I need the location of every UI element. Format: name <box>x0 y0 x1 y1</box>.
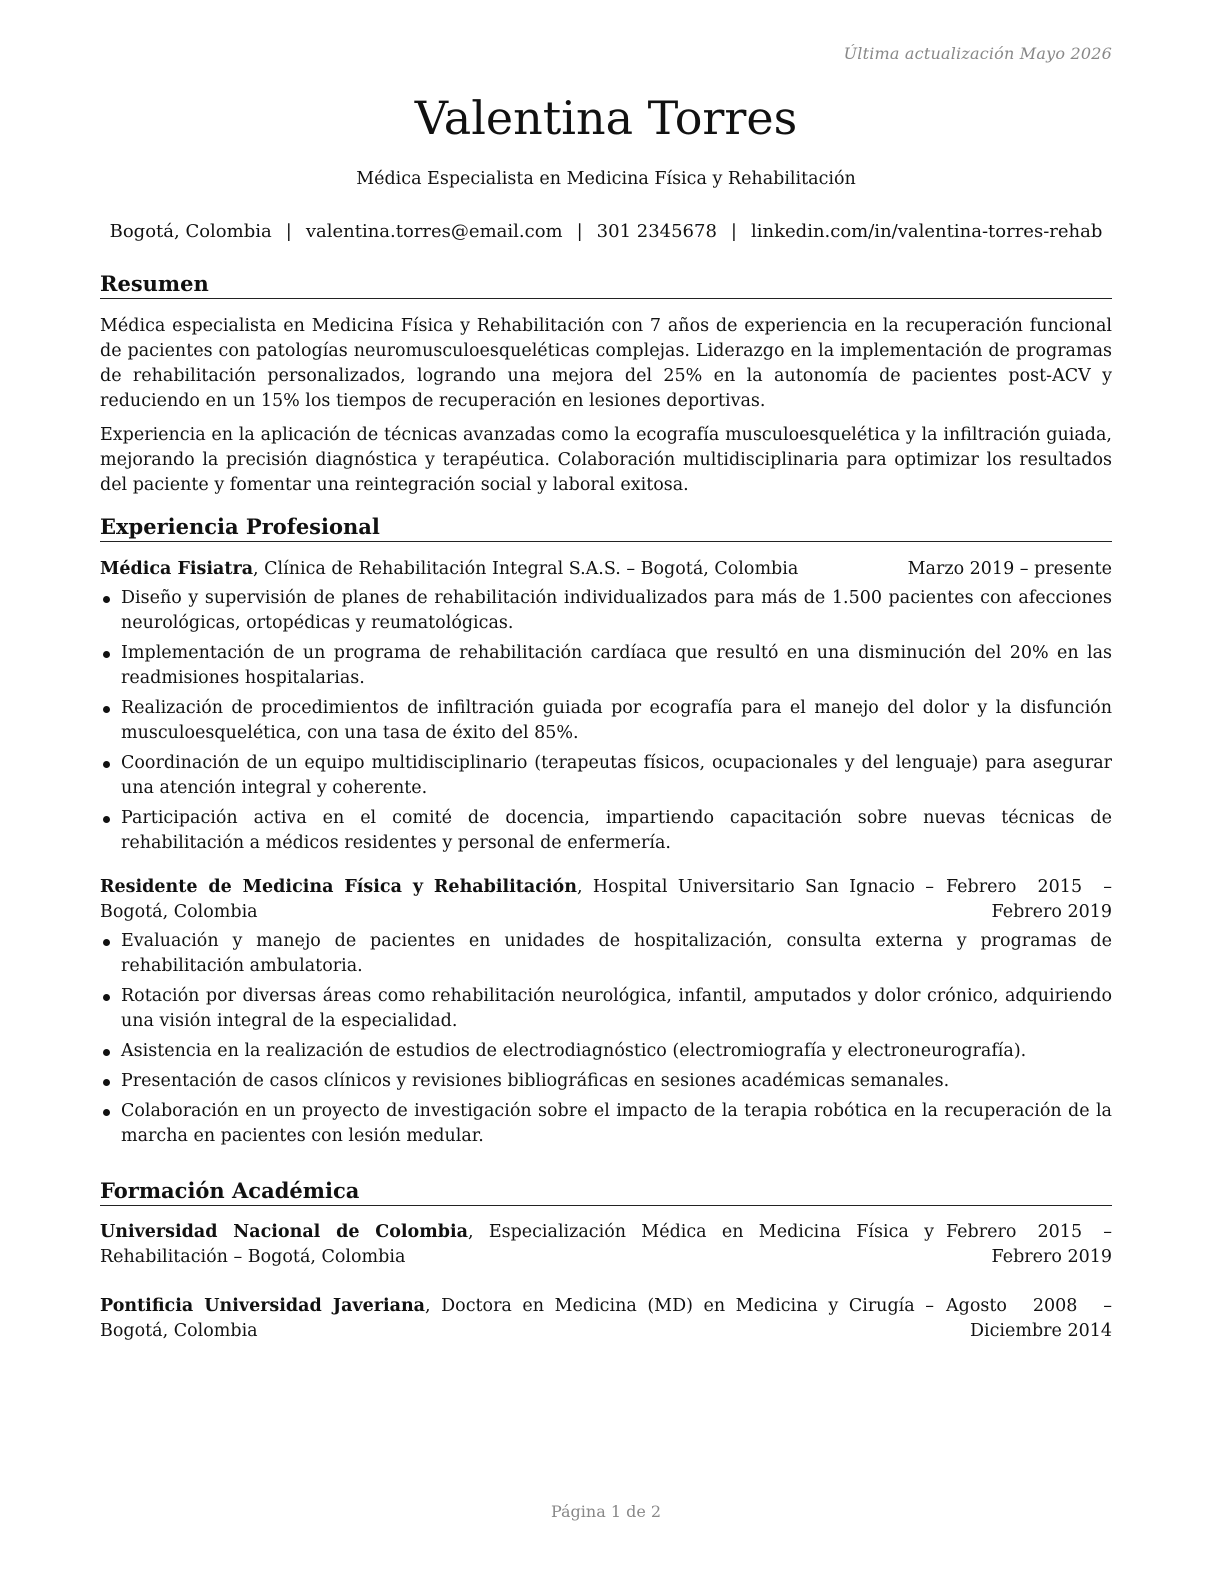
summary-paragraph: Médica especialista en Medicina Física y Rehabilitación con 7 años de experiencia en la recuperación funcional de pacientes con patologías neuromusculoesqueléticas complejas. Liderazgo en la implementación de programas de rehabilitación personalizados, logrando una mejora del 25% en la autonomía de pacientes post-ACV y reduciendo en un 15% los tiempos de recuperación en lesiones deportivas. <box>100 316 1112 411</box>
candidate-name: Valentina Torres <box>414 91 798 145</box>
list-item <box>100 1069 1112 1094</box>
list-item <box>100 586 1112 636</box>
bullet-text: Realización de procedimientos de infiltración guiada por ecografía para el manejo del dolor y la disfunción musculoesquelética, con una tasa de éxito del 85%. <box>121 698 1112 743</box>
contact-separator: | <box>285 221 292 242</box>
page-number: Página 1 de 2 <box>550 1502 662 1521</box>
bullet-icon <box>103 706 110 713</box>
job-header <box>100 557 1112 582</box>
section-heading-experience: Experiencia Profesional <box>100 513 1112 542</box>
job-entry <box>100 557 1112 856</box>
bullet-icon <box>103 939 110 946</box>
bullet-icon <box>103 1109 110 1116</box>
bullet-text: Rotación por diversas áreas como rehabilitación neurológica, infantil, amputados y dolor crónico, adquiriendo una visión integral de la especialidad. <box>121 986 1112 1031</box>
education-detail: , Doctora en Medicina (MD) en Medicina y Cirugía – Bogotá, Colombia <box>100 1296 934 1341</box>
job-dates: Marzo 2019 – presente <box>907 559 1112 579</box>
resume-page <box>100 0 1112 1584</box>
education-dates: Agosto 2008 – Diciembre 2014 <box>946 1296 1112 1341</box>
job-bullets <box>100 586 1112 856</box>
job-role: Residente de Medicina Física y Rehabilitación <box>100 877 577 897</box>
bullet-text: Coordinación de un equipo multidisciplinario (terapeutas físicos, ocupacionales y del lenguaje) para asegurar una atención integral y coherente. <box>121 753 1112 798</box>
bullet-icon <box>103 816 110 823</box>
job-entry <box>100 875 1112 1149</box>
last-updated: Última actualización Mayo 2026 <box>843 44 1112 63</box>
contact-separator: | <box>730 221 737 242</box>
bullet-icon <box>103 1079 110 1086</box>
bullet-icon <box>103 596 110 603</box>
job-bullets <box>100 929 1112 1149</box>
education-entry <box>100 1220 1112 1270</box>
bullet-text: Evaluación y manejo de pacientes en unidades de hospitalización, consulta externa y programas de rehabilitación ambulatoria. <box>121 931 1112 976</box>
bullet-icon <box>103 761 110 768</box>
list-item <box>100 806 1112 856</box>
contact-line <box>100 220 1112 244</box>
bullet-text: Implementación de un programa de rehabilitación cardíaca que resultó en una disminución del 20% en las readmisiones hospitalarias. <box>121 643 1112 688</box>
education-entry <box>100 1294 1112 1344</box>
education-institution: Pontificia Universidad Javeriana <box>100 1296 426 1316</box>
contact-email[interactable]: valentina.torres@email.com <box>305 221 563 242</box>
education-detail: , Especialización Médica en Medicina Física y Rehabilitación – Bogotá, Colombia <box>100 1222 934 1267</box>
education-dates: Febrero 2015 – Febrero 2019 <box>946 1222 1112 1267</box>
list-item <box>100 751 1112 801</box>
summary-paragraph: Experiencia en la aplicación de técnicas avanzadas como la ecografía musculoesquelética y la infiltración guiada, mejorando la precisión diagnóstica y terapéutica. Colaboración multidisciplinaria para optimizar los resultados del paciente y fomentar una reintegración social y laboral exitosa. <box>100 425 1112 495</box>
education-section <box>100 1177 1112 1344</box>
contact-linkedin[interactable]: linkedin.com/in/valentina-torres-rehab <box>751 221 1103 242</box>
summary-section <box>100 270 1112 498</box>
education-title-line <box>100 1220 934 1270</box>
job-organization: , Clínica de Rehabilitación Integral S.A.S. – Bogotá, Colombia <box>253 559 799 579</box>
experience-section <box>100 513 1112 1154</box>
bullet-text: Colaboración en un proyecto de investigación sobre el impacto de la terapia robótica en la recuperación de la marcha en pacientes con lesión medular. <box>121 1101 1112 1146</box>
contact-location: Bogotá, Colombia <box>109 221 272 242</box>
section-heading-summary: Resumen <box>100 270 1112 299</box>
job-dates: Febrero 2015 – Febrero 2019 <box>946 877 1112 922</box>
bullet-icon <box>103 994 110 1001</box>
list-item <box>100 696 1112 746</box>
candidate-title: Médica Especialista en Medicina Física y Rehabilitación <box>356 169 856 189</box>
bullet-text: Diseño y supervisión de planes de rehabilitación individualizados para más de 1.500 pacientes con afecciones neurológicas, ortopédicas y reumatológicas. <box>121 588 1112 633</box>
list-item <box>100 929 1112 979</box>
list-item <box>100 641 1112 691</box>
bullet-icon <box>103 1049 110 1056</box>
list-item <box>100 984 1112 1034</box>
bullet-text: Participación activa en el comité de docencia, impartiendo capacitación sobre nuevas técnicas de rehabilitación a médicos residentes y personal de enfermería. <box>121 808 1112 853</box>
job-title-line <box>100 557 896 582</box>
section-heading-education: Formación Académica <box>100 1177 1112 1206</box>
education-institution: Universidad Nacional de Colombia <box>100 1222 468 1242</box>
job-title-line <box>100 875 934 925</box>
bullet-text: Presentación de casos clínicos y revisiones bibliográficas en sesiones académicas semanales. <box>121 1071 950 1091</box>
education-title-line <box>100 1294 934 1344</box>
bullet-icon <box>103 651 110 658</box>
bullet-text: Asistencia en la realización de estudios de electrodiagnóstico (electromiografía y electroneurografía). <box>121 1041 1027 1061</box>
list-item <box>100 1039 1112 1064</box>
list-item <box>100 1099 1112 1149</box>
contact-separator: | <box>576 221 583 242</box>
contact-phone[interactable]: 301 2345678 <box>596 221 717 242</box>
job-role: Médica Fisiatra <box>100 559 254 579</box>
job-organization: , Hospital Universitario San Ignacio – Bogotá, Colombia <box>100 877 934 922</box>
job-header <box>100 875 1112 925</box>
